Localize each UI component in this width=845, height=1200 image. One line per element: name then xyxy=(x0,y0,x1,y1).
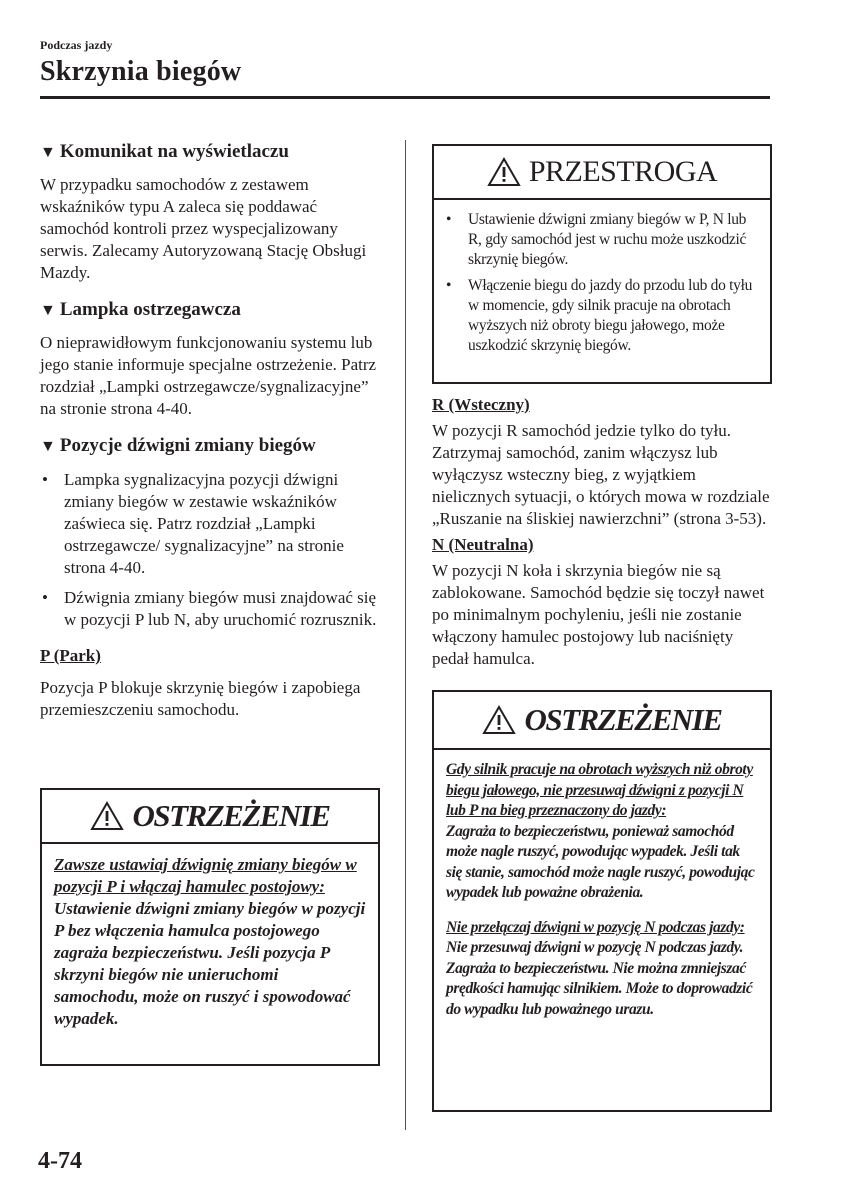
column-divider xyxy=(405,140,406,1130)
subsection-heading: R (Wsteczny) xyxy=(432,395,530,414)
section-label: Podczas jazdy xyxy=(40,38,113,52)
page-title: Skrzynia biegów xyxy=(40,56,242,87)
subsection-heading: P (Park) xyxy=(40,646,101,665)
triangle-down-icon: ▼ xyxy=(40,302,56,319)
right-column xyxy=(432,394,772,670)
paragraph: W pozycji N koła i skrzynia biegów nie są zablokowane. Samochód będzie się toczył nawet po minimalnym pochyleniu, jeśli nie zostanie włączony hamulec postojowy lub naciśnięty pedał hamulca. xyxy=(432,561,765,668)
warning-header xyxy=(434,692,770,750)
warning-triangle-icon xyxy=(90,801,124,831)
warning-body xyxy=(42,844,378,1040)
triangle-down-icon: ▼ xyxy=(40,438,56,455)
left-column xyxy=(40,140,380,721)
warning-text: Nie przesuwaj dźwigni w pozycję N podczas jazdy. Zagraża to bezpieczeństwu. Nie można zmniejszać prędkości hamując silnikiem. Może to doprowadzić do wypadku lub poważnego urazu. xyxy=(446,939,753,1018)
caution-box xyxy=(432,144,772,384)
warning-lead: Zawsze ustawiaj dźwignię zmiany biegów w pozycji P i włączaj hamulec postojowy: xyxy=(54,855,357,896)
warning-box xyxy=(432,690,772,1112)
title-rule xyxy=(40,96,770,99)
warning-body xyxy=(434,750,770,1030)
caution-header xyxy=(434,146,770,200)
section-heading: ▼ Lampka ostrzegawcza xyxy=(40,299,241,320)
caution-list xyxy=(444,210,760,356)
warning-box xyxy=(40,788,380,1066)
warning-title: OSTRZEŻENIE xyxy=(132,798,330,833)
section-heading: ▼ Komunikat na wyświetlaczu xyxy=(40,141,289,162)
warning-text: Zagraża to bezpieczeństwu, ponieważ samochód może nagle ruszyć, powodując wypadek. Jeśli tak się stanie, samochód może nagle ruszyć, powodując wypadek lub poważne obrażenia. xyxy=(446,822,755,901)
paragraph: W przypadku samochodów z zestawem wskaźników typu A zaleca się poddawać samochód kontroli przez wyspecjalizowany serwis. Zalecamy Autoryzowaną Stację Obsługi Mazdy. xyxy=(40,175,367,282)
section-heading: ▼ Pozycje dźwigni zmiany biegów xyxy=(40,435,316,456)
paragraph: W pozycji R samochód jedzie tylko do tyłu. Zatrzymaj samochód, zanim włączysz lub wyłączysz wsteczny bieg, z wyjątkiem nielicznych sytuacji, o których mowa w rozdziale „Ruszanie na śliskiej nawierzchni” (strona 3-53). xyxy=(432,421,770,528)
caution-body xyxy=(434,200,770,370)
warning-header xyxy=(42,790,378,844)
paragraph: Pozycja P blokuje skrzynię biegów i zapobiega przemieszczeniu samochodu. xyxy=(40,678,361,719)
list-item: • Lampka sygnalizacyjna pozycji dźwigni zmiany biegów w zestawie wskaźników zaświeca się. Patrz rozdział „Lampki ostrzegawcze/ sygnalizacyjne” na stronie strona 4-40. xyxy=(40,469,380,579)
list-item: • Dźwignia zmiany biegów musi znajdować się w pozycji P lub N, aby uruchomić rozrusznik. xyxy=(40,587,380,631)
warning-title: OSTRZEŻENIE xyxy=(524,702,722,737)
list-item: • Włączenie biegu do jazdy do przodu lub do tyłu w momencie, gdy silnik pracuje na obrotach wyższych niż obroty biegu jałowego, może uszkodzić skrzynię biegów. xyxy=(444,276,760,356)
caution-triangle-icon xyxy=(487,157,521,187)
triangle-down-icon: ▼ xyxy=(40,144,56,161)
warning-text: Ustawienie dźwigni zmiany biegów w pozycji P bez włączenia hamulca postojowego zagraża bezpieczeństwu. Jeśli pozycja P skrzyni biegów nie unieruchomi samochodu, może on ruszyć i spowodować wypadek. xyxy=(54,899,366,1028)
page-number: 4-74 xyxy=(38,1148,82,1174)
paragraph: O nieprawidłowym funkcjonowaniu systemu lub jego stanie informuje specjalne ostrzeżenie. Patrz rozdział „Lampki ostrzegawcze/sygnalizacyjne” na stronie strona 4-40. xyxy=(40,333,377,418)
caution-title: PRZESTROGA xyxy=(528,155,718,188)
bullet-list xyxy=(40,469,380,631)
list-item: • Ustawienie dźwigni zmiany biegów w P, N lub R, gdy samochód jest w ruchu może uszkodzić skrzynię biegów. xyxy=(444,210,760,270)
warning-lead: Nie przełączaj dźwigni w pozycję N podczas jazdy: xyxy=(446,918,745,936)
subsection-heading: N (Neutralna) xyxy=(432,535,534,554)
warning-lead: Gdy silnik pracuje na obrotach wyższych niż obroty biegu jałowego, nie przesuwaj dźwigni z pozycji N lub P na bieg przeznaczony do jazdy: xyxy=(446,761,753,819)
warning-triangle-icon xyxy=(482,705,516,735)
